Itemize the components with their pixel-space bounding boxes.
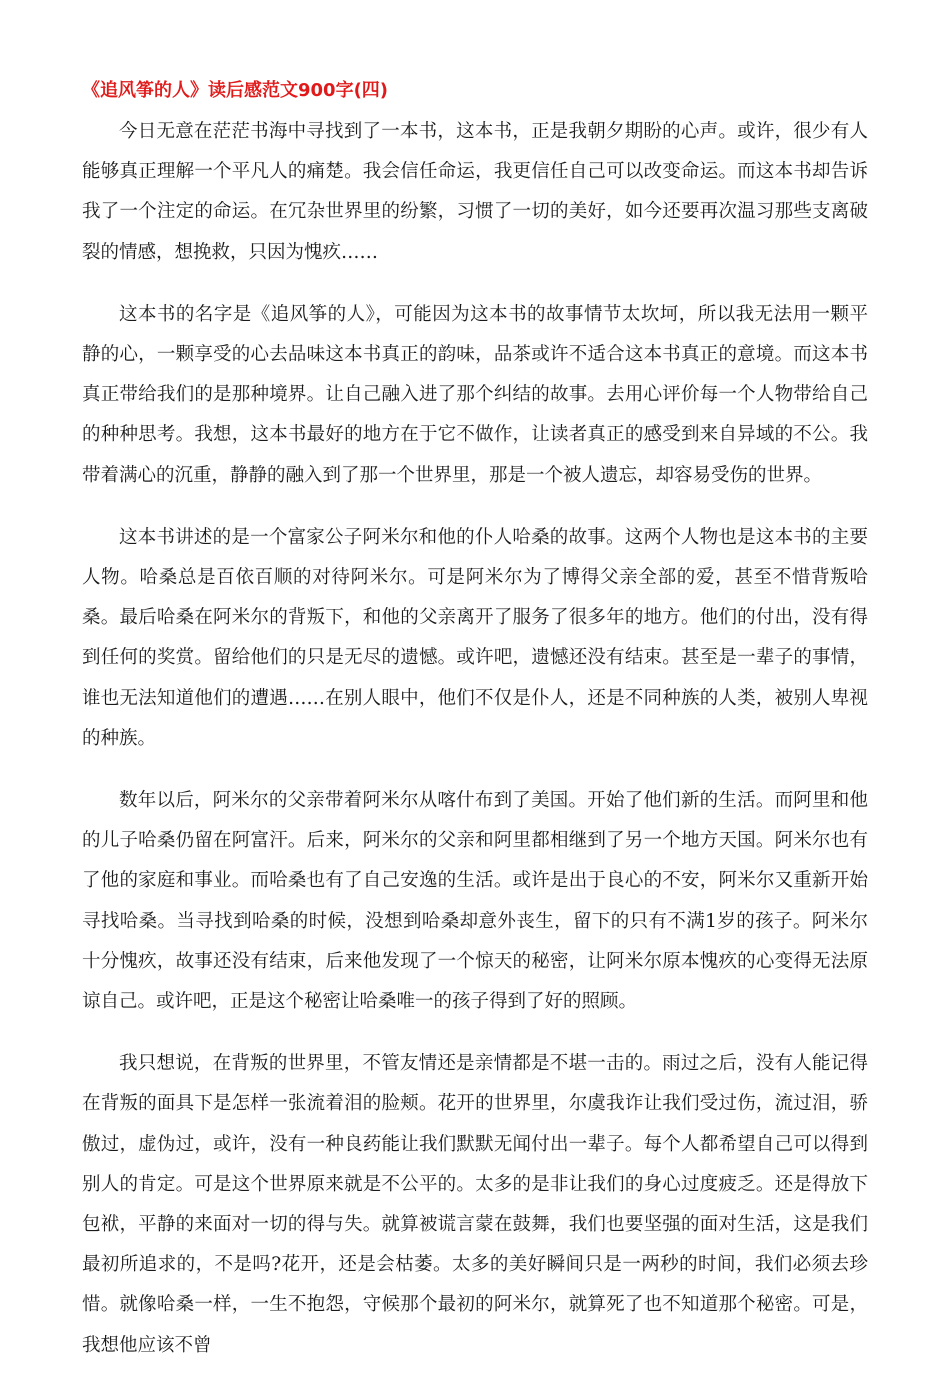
paragraph-5: 我只想说，在背叛的世界里，不管友情还是亲情都是不堪一击的。雨过之后，没有人能记得在背叛的面具下是怎样一张流着泪的脸颊。花开的世界里，尔虞我诈让我们受过伤，流过泪，骄傲过，虚伪过，或许，没有一种良药能让我们默默无闻付出一辈子。每个人都希望自己可以得到别人的肯定。可是这个世界原来就是不公平的。太多的是非让我们的身心过度疲乏。还是得放下包袱，平静的来面对一切的得与失。就算被谎言蒙在鼓舞，我们也要坚强的面对生活，这是我们最初所追求的，不是吗?花开，还是会枯萎。太多的美好瞬间只是一两秒的时间，我们必须去珍惜。就像哈桑一样，一生不抱怨，守候那个最初的阿米尔，就算死了也不知道那个秘密。可是，我想他应该不曾 — [82, 1053, 868, 1356]
document-title: 《追风筝的人》读后感范文900字(四) — [82, 80, 389, 101]
paragraph-3: 这本书讲述的是一个富家公子阿米尔和他的仆人哈桑的故事。这两个人物也是这本书的主要人物。哈桑总是百依百顺的对待阿米尔。可是阿米尔为了博得父亲全部的爱，甚至不惜背叛哈桑。最后哈桑在阿米尔的背叛下，和他的父亲离开了服务了很多年的地方。他们的付出，没有得到任何的奖赏。留给他们的只是无尽的遗憾。或许吧，遗憾还没有结束。甚至是一辈子的事情，谁也无法知道他们的遭遇……在别人眼中，他们不仅是仆人，还是不同种族的人类，被别人卑视的种族。 — [82, 526, 868, 749]
paragraph-4: 数年以后，阿米尔的父亲带着阿米尔从喀什布到了美国。开始了他们新的生活。而阿里和他的儿子哈桑仍留在阿富汗。后来，阿米尔的父亲和阿里都相继到了另一个地方天国。阿米尔也有了他的家庭和事业。而哈桑也有了自己安逸的生活。或许是出于良心的不安，阿米尔又重新开始寻找哈桑。当寻找到哈桑的时候，没想到哈桑却意外丧生，留下的只有不满1岁的孩子。阿米尔十分愧疚，故事还没有结束，后来他发现了一个惊天的秘密，让阿米尔原本愧疚的心变得无法原谅自己。或许吧，正是这个秘密让哈桑唯一的孩子得到了好的照顾。 — [82, 790, 868, 1013]
paragraph-1: 今日无意在茫茫书海中寻找到了一本书，这本书，正是我朝夕期盼的心声。或许，很少有人能够真正理解一个平凡人的痛楚。我会信任命运，我更信任自己可以改变命运。而这本书却告诉我了一个注定的命运。在冗杂世界里的纷繁，习惯了一切的美好，如今还要再次温习那些支离破裂的情感，想挽救，只因为愧疚…… — [82, 121, 868, 263]
paragraph-2: 这本书的名字是《追风筝的人》，可能因为这本书的故事情节太坎坷，所以我无法用一颗平静的心，一颗享受的心去品味这本书真正的韵味，品茶或许不适合这本书真正的意境。而这本书真正带给我们的是那种境界。让自己融入进了那个纠结的故事。去用心评价每一个人物带给自己的种种思考。我想，这本书最好的地方在于它不做作，让读者真正的感受到来自异域的不公。我带着满心的沉重，静静的融入到了那一个世界里，那是一个被人遗忘，却容易受伤的世界。 — [82, 303, 868, 486]
document-page — [82, 76, 868, 1388]
